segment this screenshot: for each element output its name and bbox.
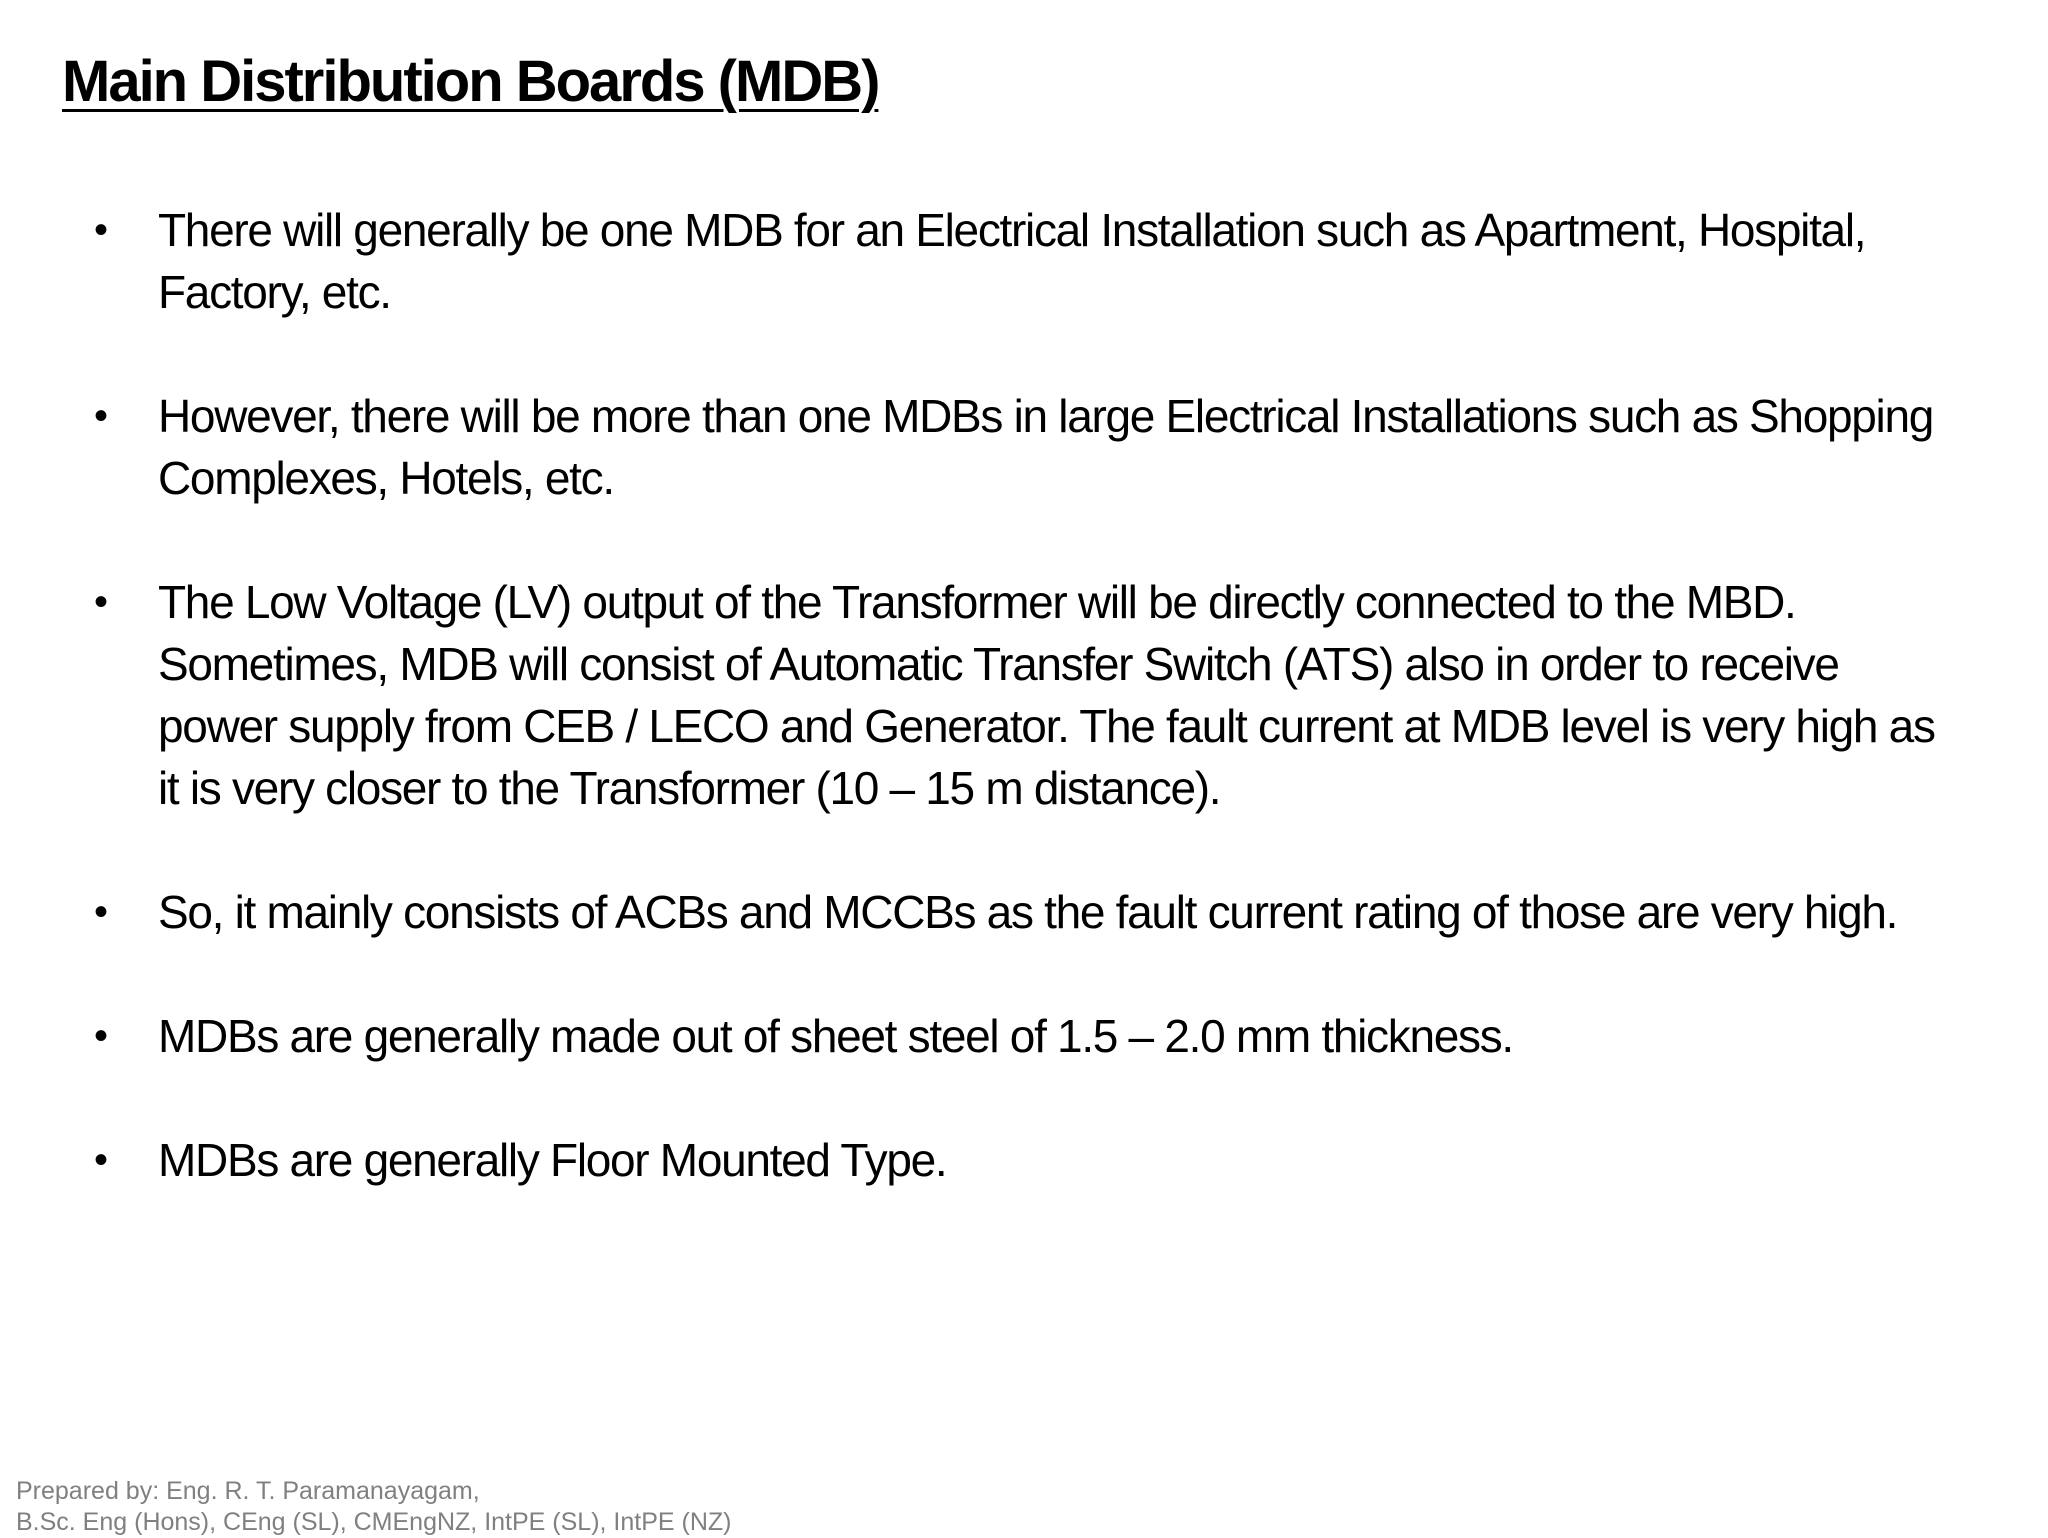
bullet-point-icon: • xyxy=(94,580,107,624)
bullet-item xyxy=(90,571,1950,819)
bullet-text: There will generally be one MDB for an Electrical Installation such as Apartment, Hospital, Factory, etc. xyxy=(158,204,1866,318)
bullet-text: MDBs are generally made out of sheet steel of 1.5 – 2.0 mm thickness. xyxy=(158,1010,1513,1062)
bullet-item xyxy=(90,1129,1950,1191)
footer-author-line: Prepared by: Eng. R. T. Paramanayagam, xyxy=(16,1477,480,1505)
bullet-point-icon: • xyxy=(94,1138,107,1182)
bullet-text: However, there will be more than one MDBs in large Electrical Installations such as Shopping Complexes, Hotels, etc. xyxy=(158,390,1934,504)
bullet-text: The Low Voltage (LV) output of the Transformer will be directly connected to the MBD. Sometimes, MDB will consist of Automatic Transfer Switch (ATS) also in order to receive power supply from CEB / LECO and Generator. The fault current at MDB level is very high as it is very closer to the Transformer (10 – 15 m distance). xyxy=(158,576,1935,814)
bullet-item xyxy=(90,385,1950,509)
bullet-text: So, it mainly consists of ACBs and MCCBs as the fault current rating of those are very high. xyxy=(158,886,1898,938)
footer-qualifications-line: B.Sc. Eng (Hons), CEng (SL), CMEngNZ, IntPE (SL), IntPE (NZ) xyxy=(16,1508,732,1536)
slide-title: Main Distribution Boards (MDB) xyxy=(62,49,879,114)
bullet-item xyxy=(90,199,1950,323)
bullet-text: MDBs are generally Floor Mounted Type. xyxy=(158,1134,947,1186)
bullet-list xyxy=(90,199,1950,1253)
bullet-point-icon: • xyxy=(94,208,107,252)
bullet-point-icon: • xyxy=(94,1014,107,1058)
bullet-point-icon: • xyxy=(94,890,107,934)
bullet-point-icon: • xyxy=(94,394,107,438)
bullet-item xyxy=(90,881,1950,943)
footer-credits xyxy=(16,1476,731,1538)
bullet-item xyxy=(90,1005,1950,1067)
